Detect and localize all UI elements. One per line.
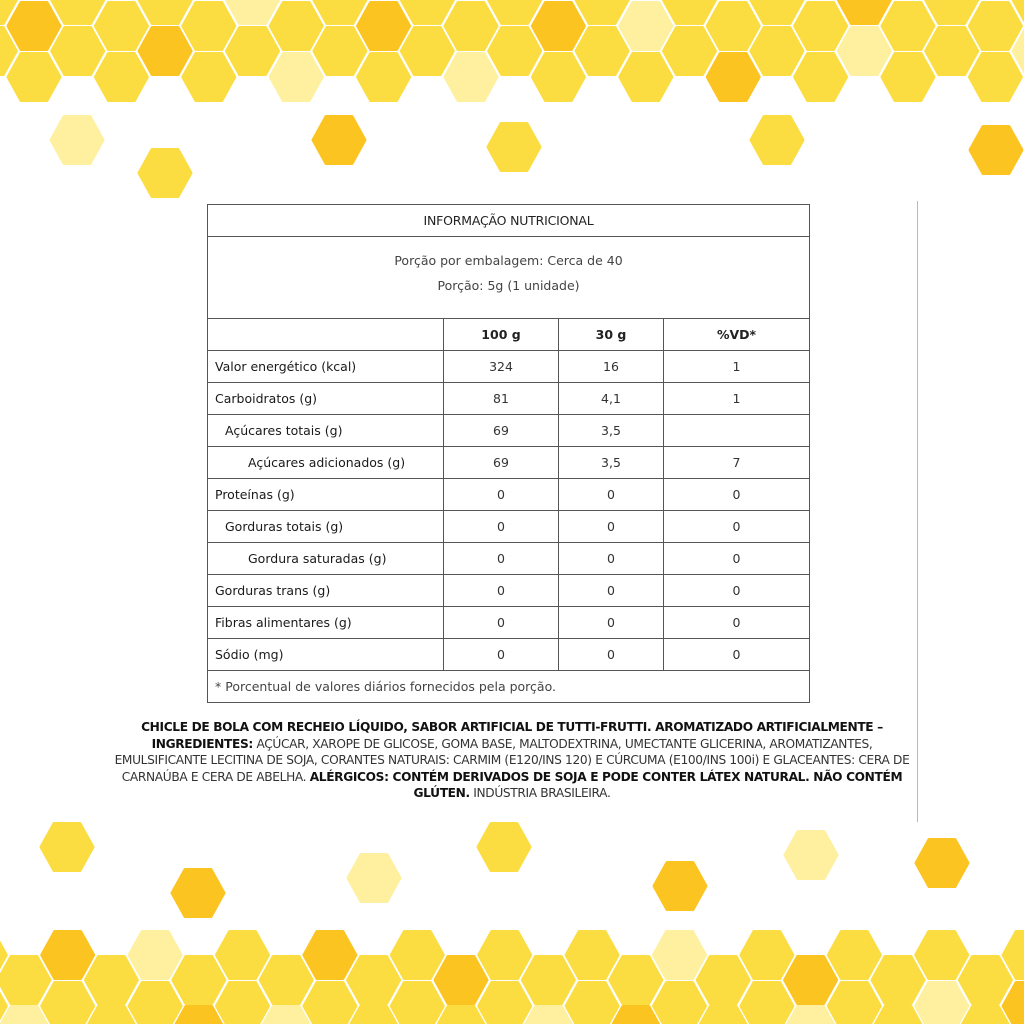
hexagon-shape	[129, 932, 181, 979]
hexagon-shape	[314, 28, 366, 75]
hexagon-shape	[217, 932, 269, 979]
allergens-warning: ALÉRGICOS: CONTÉM DERIVADOS DE SOJA E PODE CONTER LÁTEX NATURAL. NÃO CONTÉM GLÚTEN.	[309, 769, 903, 800]
nutrition-facts-table	[207, 204, 810, 703]
hexagon-shape	[52, 0, 104, 24]
table-title: INFORMAÇÃO NUTRICIONAL	[208, 205, 810, 237]
hexagon-shape	[51, 117, 103, 164]
hexagon-shape	[926, 0, 978, 24]
value-daily-percent: 0	[664, 575, 810, 607]
serving-size: Porção: 5g (1 unidade)	[437, 278, 580, 293]
hexagon-shape	[183, 3, 235, 50]
hexagon-shape	[42, 983, 94, 1024]
hexagon-shape	[838, 0, 890, 24]
nutrient-label: Gorduras trans (g)	[208, 575, 444, 607]
value-daily-percent: 1	[664, 383, 810, 415]
hexagon-shape	[926, 28, 978, 75]
value-per-100g: 0	[444, 511, 559, 543]
value-per-30g: 0	[559, 511, 664, 543]
value-per-30g: 0	[559, 479, 664, 511]
hexagon-shape	[654, 863, 706, 910]
value-per-30g: 0	[559, 575, 664, 607]
hexagon-shape	[959, 957, 1011, 1004]
hexagon-shape	[741, 932, 793, 979]
hexagon-shape	[139, 150, 191, 197]
footnote: * Porcentual de valores diários fornecidos pela porção.	[208, 671, 810, 703]
hexagon-shape	[401, 0, 453, 24]
value-per-30g: 3,5	[559, 415, 664, 447]
footnote-row	[208, 671, 810, 703]
hexagon-shape	[610, 957, 662, 1004]
hexagon-shape	[129, 983, 181, 1024]
hexagon-shape	[489, 0, 541, 24]
nutrient-row	[208, 351, 810, 383]
value-daily-percent: 0	[664, 511, 810, 543]
hexagon-shape	[882, 3, 934, 50]
nutrient-label: Carboidratos (g)	[208, 383, 444, 415]
nutrient-row	[208, 639, 810, 671]
column-header-vd: %VD*	[664, 319, 810, 351]
ingredients-list: AÇÚCAR, XAROPE DE GLICOSE, GOMA BASE, MALTODEXTRINA, UMECTANTE GLICERINA, AROMATIZANTES, EMULSIFICANTE LECITINA DE SOJA, CORANTES NATURAIS: CARMIM (E120/INS 120) E CÚRCUMA (E100/INS 100i) E GLACEANTES: CERA DE CARNAÚBA E CERA DE ABELHA.	[114, 736, 910, 784]
hexagon-shape	[479, 983, 531, 1024]
ingredients-label: INGREDIENTES:	[151, 736, 253, 751]
hexagon-shape	[227, 28, 279, 75]
hexagon-shape	[41, 824, 93, 871]
hexagon-shape	[95, 3, 147, 50]
hexagon-shape	[314, 0, 366, 24]
nutrient-row	[208, 607, 810, 639]
hexagon-shape	[270, 3, 322, 50]
origin-statement: INDÚSTRIA BRASILEIRA.	[469, 786, 611, 800]
value-per-100g: 69	[444, 447, 559, 479]
nutrient-label: Açúcares totais (g)	[208, 415, 444, 447]
nutrient-rows	[208, 351, 810, 671]
nutrient-label: Valor energético (kcal)	[208, 351, 444, 383]
table-title-row	[208, 205, 810, 237]
value-per-30g: 0	[559, 639, 664, 671]
value-daily-percent	[664, 415, 810, 447]
hexagon-shape	[828, 932, 880, 979]
hexagon-shape	[8, 3, 60, 50]
hexagon-shape	[260, 957, 312, 1004]
value-daily-percent: 0	[664, 607, 810, 639]
value-per-100g: 0	[444, 607, 559, 639]
portion-row	[208, 237, 810, 319]
hexagon-shape	[0, 957, 50, 1004]
value-per-30g: 4,1	[559, 383, 664, 415]
value-daily-percent: 0	[664, 543, 810, 575]
value-per-100g: 324	[444, 351, 559, 383]
hexagon-shape	[532, 54, 584, 101]
hexagon-shape	[478, 824, 530, 871]
hexagon-shape	[348, 855, 400, 902]
hexagon-shape	[707, 3, 759, 50]
value-daily-percent: 1	[664, 351, 810, 383]
value-per-100g: 0	[444, 479, 559, 511]
hexagon-shape	[522, 957, 574, 1004]
value-per-100g: 69	[444, 415, 559, 447]
hexagon-shape	[401, 28, 453, 75]
hexagon-shape	[227, 0, 279, 24]
nutrient-row	[208, 383, 810, 415]
nutrient-row	[208, 511, 810, 543]
hexagon-shape	[795, 3, 847, 50]
hexagon-shape	[969, 3, 1021, 50]
hexagon-shape	[8, 54, 60, 101]
value-per-100g: 81	[444, 383, 559, 415]
hexagon-shape	[139, 0, 191, 24]
hexagon-shape	[172, 870, 224, 917]
hexagon-shape	[348, 957, 400, 1004]
hexagon-shape	[445, 54, 497, 101]
hexagon-shape	[358, 54, 410, 101]
value-per-100g: 0	[444, 575, 559, 607]
hexagon-shape	[620, 54, 672, 101]
hexagon-shape	[916, 840, 968, 887]
hexagon-shape	[751, 0, 803, 24]
value-per-100g: 0	[444, 543, 559, 575]
hexagon-shape	[576, 0, 628, 24]
value-daily-percent: 0	[664, 639, 810, 671]
hexagon-shape	[828, 983, 880, 1024]
hexagon-shape	[42, 932, 94, 979]
nutrient-row	[208, 415, 810, 447]
hexagon-shape	[969, 54, 1021, 101]
hexagon-shape	[872, 957, 924, 1004]
hexagon-shape	[751, 28, 803, 75]
nutrient-label: Açúcares adicionados (g)	[208, 447, 444, 479]
hexagon-shape	[916, 932, 968, 979]
hexagon-shape	[85, 957, 137, 1004]
value-per-30g: 0	[559, 607, 664, 639]
hexagon-shape	[654, 983, 706, 1024]
hexagon-shape	[654, 932, 706, 979]
nutrient-label: Fibras alimentares (g)	[208, 607, 444, 639]
hexagon-shape	[741, 983, 793, 1024]
hexagon-shape	[664, 28, 716, 75]
column-header-nutrient	[208, 319, 444, 351]
column-header-30g: 30 g	[559, 319, 664, 351]
hexagon-shape	[532, 3, 584, 50]
hexagon-shape	[304, 932, 356, 979]
hexagon-shape	[183, 54, 235, 101]
nutrient-row	[208, 447, 810, 479]
hexagon-shape	[479, 932, 531, 979]
value-daily-percent: 7	[664, 447, 810, 479]
hexagon-shape	[697, 957, 749, 1004]
hexagon-shape	[838, 28, 890, 75]
value-per-30g: 16	[559, 351, 664, 383]
servings-per-package: Porção por embalagem: Cerca de 40	[394, 253, 623, 268]
nutrient-label: Proteínas (g)	[208, 479, 444, 511]
hexagon-shape	[882, 54, 934, 101]
value-daily-percent: 0	[664, 479, 810, 511]
value-per-30g: 0	[559, 543, 664, 575]
hexagon-shape	[751, 117, 803, 164]
hexagon-shape	[52, 28, 104, 75]
hexagon-shape	[566, 932, 618, 979]
nutrient-label: Sódio (mg)	[208, 639, 444, 671]
hexagon-shape	[916, 983, 968, 1024]
hexagon-shape	[391, 932, 443, 979]
column-header-100g: 100 g	[444, 319, 559, 351]
hexagon-shape	[795, 54, 847, 101]
hexagon-shape	[785, 957, 837, 1004]
hexagon-shape	[489, 28, 541, 75]
hexagon-shape	[139, 28, 191, 75]
hexagon-shape	[270, 54, 322, 101]
hexagon-shape	[173, 957, 225, 1004]
nutrient-row	[208, 575, 810, 607]
hexagon-shape	[313, 117, 365, 164]
hexagon-shape	[391, 983, 443, 1024]
hexagon-shape	[664, 0, 716, 24]
hexagon-shape	[435, 957, 487, 1004]
hexagon-shape	[785, 832, 837, 879]
hexagon-shape	[488, 124, 540, 171]
hexagon-shape	[620, 3, 672, 50]
product-description: CHICLE DE BOLA COM RECHEIO LÍQUIDO, SABOR ARTIFICIAL DE TUTTI-FRUTTI. AROMATIZADO ARTIFICIALMENTE –	[141, 720, 883, 734]
vertical-divider-line	[917, 201, 918, 822]
nutrient-label: Gordura saturadas (g)	[208, 543, 444, 575]
hexagon-shape	[358, 3, 410, 50]
nutrient-row	[208, 479, 810, 511]
hexagon-shape	[445, 3, 497, 50]
column-header-row	[208, 319, 810, 351]
value-per-100g: 0	[444, 639, 559, 671]
hexagon-shape	[217, 983, 269, 1024]
portion-info	[208, 237, 810, 319]
hexagon-shape	[707, 54, 759, 101]
hexagon-shape	[576, 28, 628, 75]
nutrient-label: Gorduras totais (g)	[208, 511, 444, 543]
hexagon-shape	[970, 127, 1022, 174]
hexagon-shape	[566, 983, 618, 1024]
value-per-30g: 3,5	[559, 447, 664, 479]
ingredients-paragraph	[112, 719, 912, 802]
hexagon-shape	[304, 983, 356, 1024]
hexagon-shape	[95, 54, 147, 101]
nutrient-row	[208, 543, 810, 575]
